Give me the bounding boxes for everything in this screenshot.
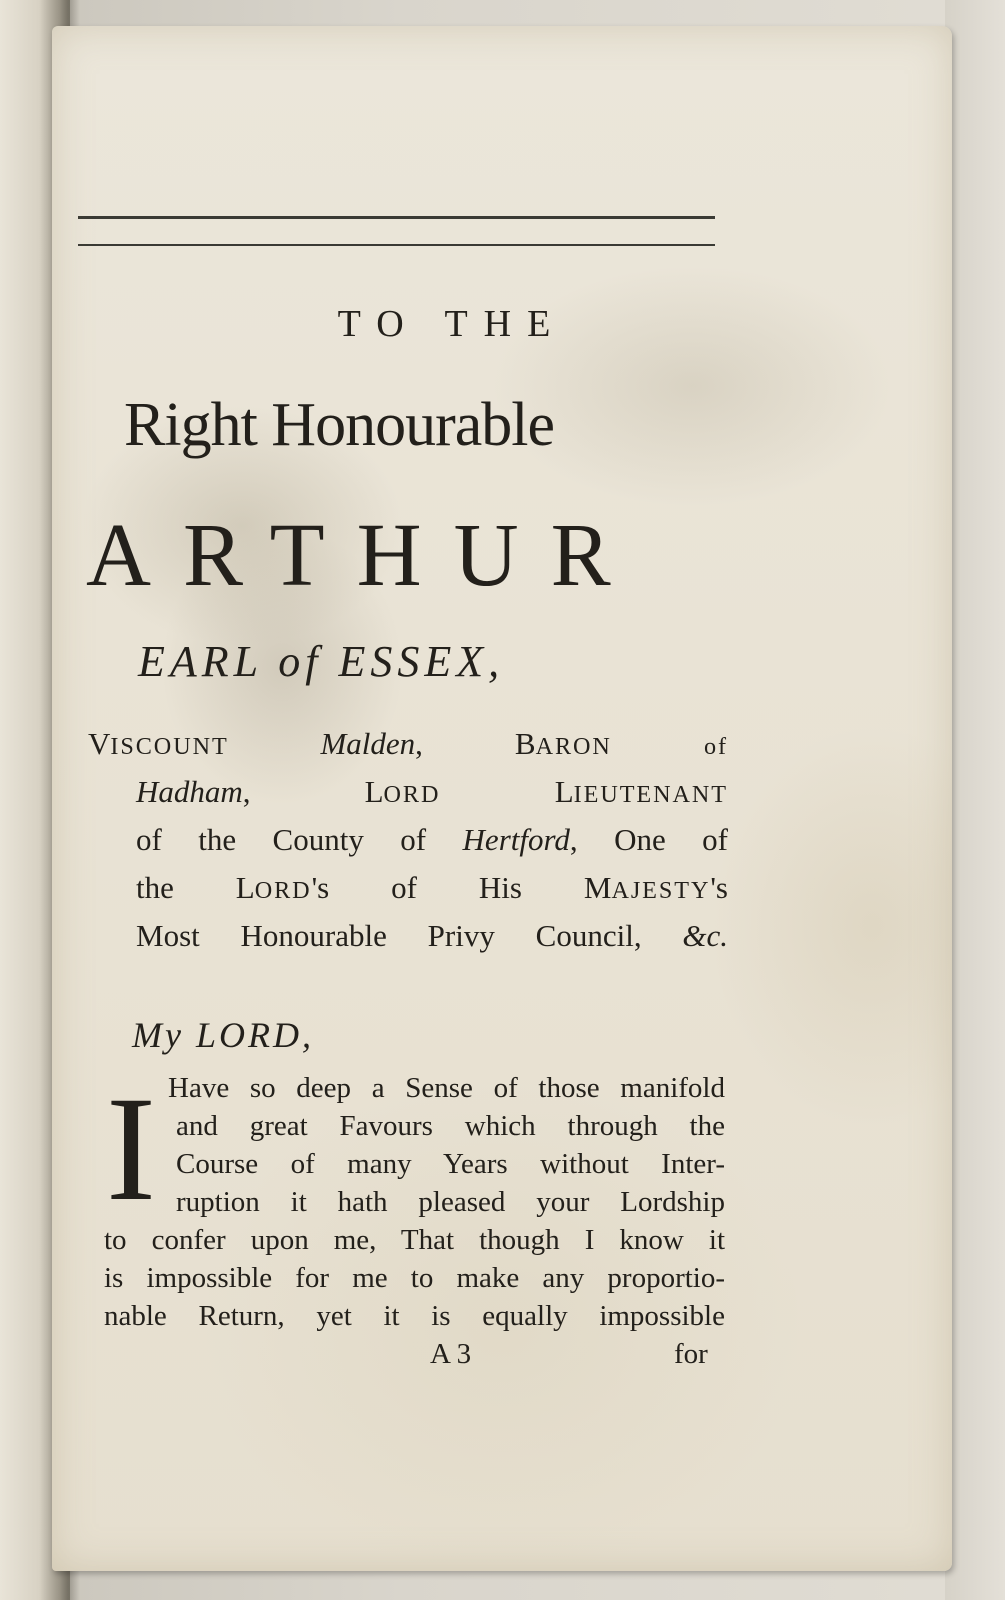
- body-line: nable Return, yet it is equally impossible: [104, 1300, 725, 1332]
- body-line: ruption it hath pleased your Lordship: [176, 1186, 725, 1218]
- heading-right-honourable: Right Honourable: [124, 391, 554, 459]
- titles-line-1-part-a: V: [88, 726, 111, 761]
- body-line: is impossible for me to make any proportio-: [104, 1262, 725, 1294]
- titles-line-2: [136, 774, 728, 810]
- drop-cap: I: [106, 1066, 156, 1232]
- book-page: [52, 26, 952, 1571]
- titles-line-5-part-b: &c.: [682, 918, 728, 953]
- top-rule-thick: [78, 216, 715, 219]
- titles-line-4-part-a: the L: [136, 870, 255, 905]
- titles-line-2-part-e: IEUTENANT: [573, 781, 728, 808]
- titles-line-1-part-e: ARON of: [535, 733, 728, 760]
- body-line: Have so deep a Sense of those manifold: [168, 1072, 725, 1104]
- heading-earl-of-essex: EARL of ESSEX,: [138, 637, 505, 686]
- titles-line-4: [136, 870, 728, 906]
- top-rule-thin: [78, 244, 715, 246]
- titles-line-4-part-c: 's of His M: [311, 870, 612, 905]
- titles-line-2-part-b: , L: [242, 774, 384, 809]
- titles-line-4-part-e: 's: [710, 870, 728, 905]
- body-line: Course of many Years without Inter-: [176, 1148, 725, 1180]
- catchword: for: [674, 1338, 708, 1370]
- titles-line-4-part-d: AJESTY: [611, 877, 711, 904]
- titles-line-3: [136, 822, 728, 858]
- titles-line-3-part-a: of the County of: [136, 822, 463, 857]
- titles-line-1: [88, 726, 728, 762]
- heading-to-the: TO THE: [337, 303, 567, 345]
- salutation: My LORD,: [132, 1015, 314, 1055]
- book-cover-edge: [945, 0, 1005, 1600]
- signature-mark: A 3: [430, 1338, 472, 1370]
- titles-line-5: [136, 918, 728, 954]
- body-line: and great Favours which through the: [176, 1110, 725, 1142]
- titles-line-4-part-b: ORD: [254, 877, 312, 904]
- titles-line-1-part-d: , B: [415, 726, 536, 761]
- titles-line-2-part-c: ORD: [383, 781, 555, 808]
- titles-line-1-part-b: ISCOUNT: [110, 733, 321, 760]
- titles-line-1-part-c: Malden: [320, 726, 416, 761]
- heading-arthur: ARTHUR: [86, 506, 643, 605]
- titles-line-3-part-c: , One of: [569, 822, 728, 857]
- titles-line-3-part-b: Hertford: [462, 822, 570, 857]
- titles-line-2-part-a: Hadham: [136, 774, 243, 809]
- titles-line-5-part-a: Most Honourable Privy Council,: [136, 918, 683, 953]
- body-line: to confer upon me, That though I know it: [104, 1224, 725, 1256]
- titles-line-2-part-d: L: [554, 774, 574, 809]
